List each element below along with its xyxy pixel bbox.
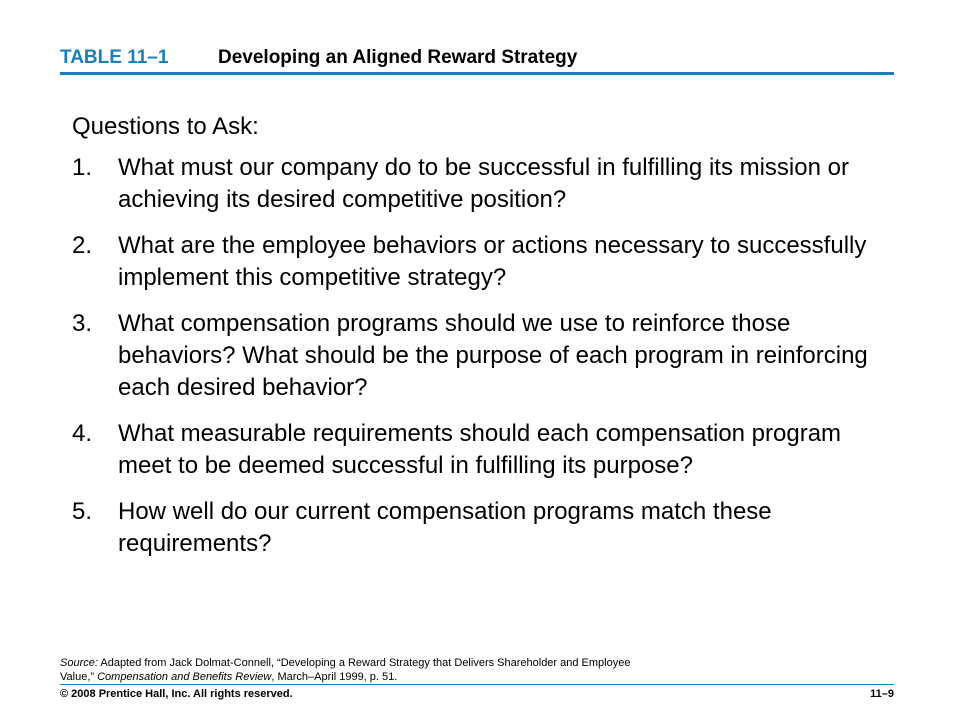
list-item xyxy=(72,230,872,294)
header-divider xyxy=(60,72,894,75)
question-text: What measurable requirements should each compensation program meet to be deemed successful in fulfilling its purpose? xyxy=(118,420,842,479)
question-text: How well do our current compensation programs match these requirements? xyxy=(118,498,772,557)
table-number: TABLE 11–1 xyxy=(60,47,169,68)
copyright-notice: © 2008 Prentice Hall, Inc. All rights reserved. xyxy=(60,688,293,700)
list-item xyxy=(72,152,872,216)
question-number: 3. xyxy=(72,310,93,337)
source-journal: Compensation and Benefits Review xyxy=(97,671,272,683)
question-number: 2. xyxy=(72,232,93,259)
list-item xyxy=(72,308,872,404)
slide-header xyxy=(60,44,894,72)
page-number: 11–9 xyxy=(870,688,894,700)
section-heading: Questions to Ask: xyxy=(72,113,259,140)
question-number: 4. xyxy=(72,420,93,447)
table-title: Developing an Aligned Reward Strategy xyxy=(218,47,578,68)
question-text: What must our company do to be successful in fulfilling its mission or achieving its desired competitive position? xyxy=(118,154,849,213)
footer-divider xyxy=(60,684,894,685)
source-text-end: , March–April 1999, p. 51. xyxy=(271,671,398,683)
question-list xyxy=(72,152,872,560)
slide-content xyxy=(72,112,872,574)
question-number: 5. xyxy=(72,498,93,525)
question-text: What are the employee behaviors or actions necessary to successfully implement this competitive strategy? xyxy=(118,232,867,291)
question-number: 1. xyxy=(72,154,93,181)
source-label: Source: xyxy=(60,657,98,669)
list-item xyxy=(72,496,872,560)
source-text: Adapted from Jack Dolmat-Connell, “Developing a Reward Strategy that Delivers Shareholder and Employee Value,” xyxy=(60,657,631,683)
list-item xyxy=(72,418,872,482)
question-text: What compensation programs should we use to reinforce those behaviors? What should be the purpose of each program in reinforcing each desired behavior? xyxy=(118,310,868,401)
source-citation xyxy=(60,656,660,684)
